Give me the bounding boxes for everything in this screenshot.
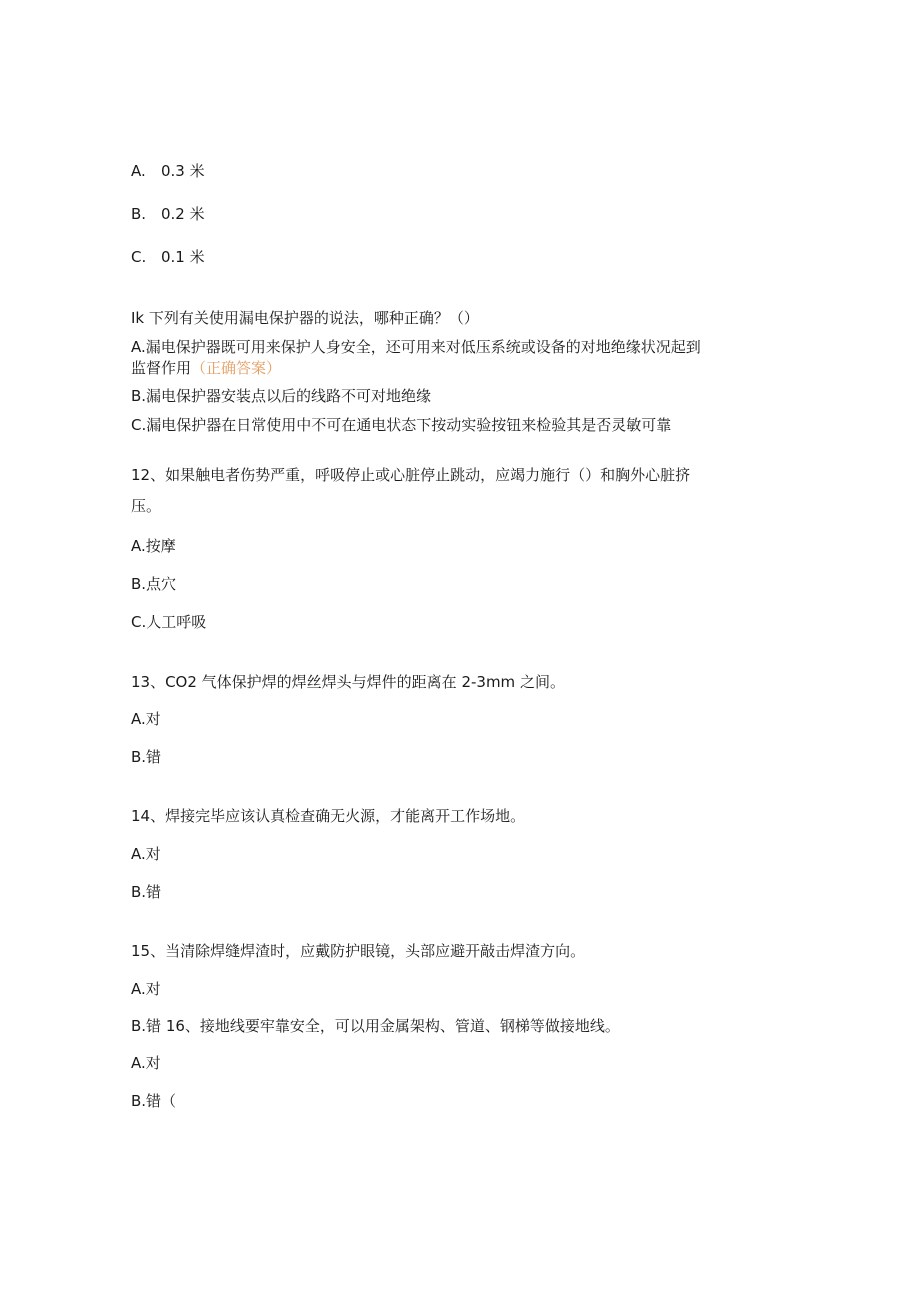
- option-text: 监督作用: [131, 359, 192, 377]
- q12-stem-line1: 12、如果触电者伤势严重，呼吸停止或心脏停止跳动，应竭力施行（）和胸外心脏挤: [131, 466, 691, 484]
- q15-option-b-and-q16-stem: B.错 16、接地线要牢靠安全，可以用金属架构、管道、钢梯等做接地线。: [131, 1017, 620, 1035]
- q12-option-b: B.点穴: [131, 575, 177, 593]
- option-text: 0.1 米: [161, 248, 205, 266]
- q11-option-b: B.漏电保护器安装点以后的线路不可对地绝缘: [131, 387, 432, 405]
- q12-option-a: A.按摩: [131, 537, 176, 555]
- q12-stem-line2: 压。: [131, 497, 162, 515]
- q12-option-c: C.人工呼吸: [131, 613, 207, 631]
- q14-stem: 14、焊接完毕应该认真检查确无火源，才能离开工作场地。: [131, 807, 526, 825]
- q11-option-a-line1: A.漏电保护器既可用来保护人身安全，还可用来对低压系统或设备的对地绝缘状况起到: [131, 338, 701, 356]
- q11-option-c: C.漏电保护器在日常使用中不可在通电状态下按动实验按钮来检验其是否灵敏可靠: [131, 416, 672, 434]
- option-text: 0.2 米: [161, 205, 205, 223]
- q16-option-a: A.对: [131, 1054, 161, 1072]
- q11-stem: Ik 下列有关使用漏电保护器的说法，哪种正确？（）: [131, 309, 479, 327]
- q10-option-b: [131, 203, 205, 225]
- q15-stem: 15、当清除焊缝焊渣时，应戴防护眼镜，头部应避开敲击焊渣方向。: [131, 942, 586, 960]
- q13-stem: 13、CO2 气体保护焊的焊丝焊头与焊件的距离在 2-3mm 之间。: [131, 673, 565, 691]
- q14-option-a: A.对: [131, 845, 161, 863]
- q10-option-c: [131, 246, 205, 268]
- option-label: B.: [131, 205, 147, 223]
- q11-option-a-line2: [131, 357, 281, 379]
- q13-option-a: A.对: [131, 710, 161, 728]
- option-label: C.: [131, 248, 147, 266]
- q10-option-a: [131, 160, 205, 182]
- q13-option-b: B.错: [131, 748, 162, 766]
- correct-answer-mark: （正确答案）: [191, 359, 282, 377]
- option-text: 0.3 米: [161, 162, 205, 180]
- option-label: A.: [131, 162, 146, 180]
- q15-option-a: A.对: [131, 980, 161, 998]
- q14-option-b: B.错: [131, 883, 162, 901]
- q16-option-b: B.错（: [131, 1092, 177, 1110]
